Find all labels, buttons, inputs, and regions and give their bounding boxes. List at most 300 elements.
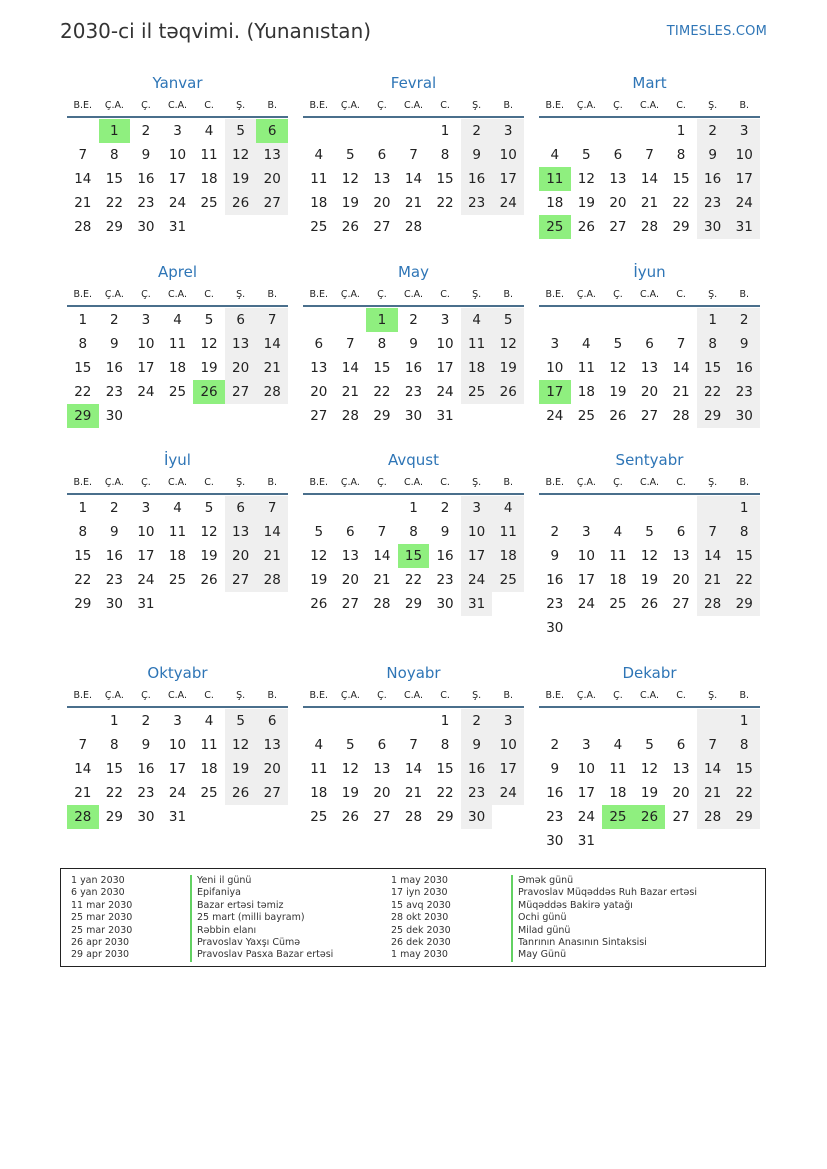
day-cell: 19 <box>577 195 595 211</box>
day-cell: 19 <box>225 757 257 781</box>
weekday-label: C.A. <box>168 477 188 488</box>
day-cell: 4 <box>314 147 324 163</box>
day-cell: 21 <box>404 785 423 801</box>
empty-cell <box>492 805 524 829</box>
day-cell: 10 <box>728 143 760 167</box>
day-cell: 25 <box>200 195 218 211</box>
weekday-label: B. <box>503 477 514 488</box>
weekday-label: B. <box>503 690 514 701</box>
day-cell: 16 <box>461 757 493 781</box>
day-cell: 1 <box>440 123 450 139</box>
day-cell: 14 <box>373 548 391 564</box>
day-cell: 26 <box>225 781 257 805</box>
day-cell: 26 <box>225 191 257 215</box>
day-cell: 19 <box>200 360 218 376</box>
day-cell: 12 <box>200 524 218 540</box>
weekday-label: C.A. <box>168 100 188 111</box>
day-cell: 6 <box>225 308 257 332</box>
empty-cell <box>571 709 603 733</box>
day-cell: 25 <box>539 215 571 239</box>
day-cell: 6 <box>256 119 288 143</box>
day-cell: 19 <box>341 195 359 211</box>
day-cell: 25 <box>577 408 595 424</box>
month-0 <box>67 72 288 239</box>
day-cell: 12 <box>200 336 218 352</box>
weekday-label: Ş. <box>472 289 482 300</box>
weekday-label: Ç. <box>377 100 387 111</box>
weekday-label: Ş. <box>236 289 246 300</box>
day-cell: 22 <box>105 785 123 801</box>
empty-cell <box>539 496 571 520</box>
day-cell: 4 <box>204 713 214 729</box>
weekday-label: Ş. <box>236 100 246 111</box>
day-cell: 5 <box>204 500 214 516</box>
day-cell: 11 <box>461 332 493 356</box>
weekday-label: C.A. <box>640 100 660 111</box>
day-cell: 8 <box>377 336 387 352</box>
weekday-label: C.A. <box>640 477 660 488</box>
day-cell: 20 <box>341 572 359 588</box>
day-cell: 14 <box>404 761 423 777</box>
weekday-label: B.E. <box>73 477 93 488</box>
empty-cell <box>335 308 367 332</box>
day-cell: 26 <box>640 596 659 612</box>
day-cell: 20 <box>256 757 288 781</box>
weekday-header <box>539 283 760 307</box>
day-cell: 10 <box>436 336 454 352</box>
day-cell: 12 <box>609 360 627 376</box>
empty-cell <box>335 119 367 143</box>
day-cell: 24 <box>546 408 564 424</box>
empty-cell <box>697 496 729 520</box>
weekday-label: Ş. <box>472 477 482 488</box>
day-cell: 10 <box>492 733 524 757</box>
holiday-dates-col-2 <box>391 875 451 962</box>
day-cell: 25 <box>168 572 187 588</box>
day-cell: 29 <box>728 592 760 616</box>
day-cell: 25 <box>168 384 187 400</box>
month-3 <box>67 261 288 428</box>
day-cell: 12 <box>640 548 659 564</box>
day-cell: 29 <box>105 809 123 825</box>
empty-cell <box>225 215 257 239</box>
day-cell: 3 <box>173 713 182 729</box>
weekday-header <box>539 471 760 495</box>
empty-cell <box>492 592 524 616</box>
day-cell: 3 <box>728 119 760 143</box>
day-cell: 7 <box>697 733 729 757</box>
month-name: İyun <box>633 263 666 281</box>
empty-cell <box>571 119 603 143</box>
day-cell: 4 <box>461 308 493 332</box>
weekday-label: B. <box>739 477 750 488</box>
day-cell: 30 <box>697 215 729 239</box>
day-cell: 31 <box>577 833 595 849</box>
day-cell: 24 <box>461 568 493 592</box>
empty-cell <box>225 404 257 428</box>
day-cell: 16 <box>546 785 564 801</box>
day-cell: 25 <box>310 809 328 825</box>
day-cell: 17 <box>137 548 155 564</box>
holiday-date: 15 avq 2030 <box>391 899 451 911</box>
weekday-label: Ç.A. <box>104 477 124 488</box>
day-cell: 14 <box>697 544 729 568</box>
weekday-label: C.A. <box>404 477 424 488</box>
day-cell: 28 <box>404 809 423 825</box>
weekday-label: C. <box>440 477 450 488</box>
day-cell: 5 <box>346 737 355 753</box>
month-name: Oktyabr <box>147 664 208 682</box>
day-cell: 24 <box>492 191 524 215</box>
day-cell: 1 <box>110 713 119 729</box>
day-cell: 29 <box>697 404 729 428</box>
day-cell: 16 <box>461 167 493 191</box>
empty-cell <box>539 709 571 733</box>
day-cell: 16 <box>728 356 760 380</box>
day-grid <box>67 709 288 829</box>
month-name: İyul <box>164 451 191 469</box>
day-cell: 10 <box>577 548 595 564</box>
day-cell: 20 <box>225 356 257 380</box>
day-cell: 11 <box>310 761 328 777</box>
day-cell: 8 <box>440 737 450 753</box>
day-cell: 14 <box>256 332 288 356</box>
weekday-label: C.A. <box>640 690 660 701</box>
day-cell: 6 <box>676 737 686 753</box>
day-cell: 7 <box>409 737 418 753</box>
weekday-label: C. <box>204 690 214 701</box>
empty-cell <box>634 709 666 733</box>
day-cell: 15 <box>728 544 760 568</box>
day-cell: 24 <box>168 195 187 211</box>
day-cell: 2 <box>141 713 151 729</box>
day-cell: 14 <box>74 171 92 187</box>
day-cell: 10 <box>168 737 187 753</box>
day-cell: 14 <box>74 761 92 777</box>
day-cell: 1 <box>366 308 398 332</box>
day-cell: 11 <box>168 524 187 540</box>
holiday-date: 11 mar 2030 <box>71 899 133 911</box>
holiday-name: Tanrının Anasının Sintaksisi <box>511 937 697 949</box>
empty-cell <box>697 616 729 640</box>
month-7 <box>303 449 524 616</box>
day-cell: 8 <box>728 520 760 544</box>
day-cell: 6 <box>613 147 623 163</box>
weekday-header <box>67 283 288 307</box>
day-cell: 2 <box>461 709 493 733</box>
day-cell: 10 <box>492 143 524 167</box>
day-cell: 30 <box>461 805 493 829</box>
day-cell: 9 <box>697 143 729 167</box>
weekday-label: Ç.A. <box>104 100 124 111</box>
holiday-date: 28 okt 2030 <box>391 912 449 924</box>
day-cell: 4 <box>173 312 182 328</box>
weekday-label: Ç. <box>141 477 151 488</box>
holiday-date: 6 yan 2030 <box>71 887 125 899</box>
holiday-name: Milad günü <box>511 925 697 937</box>
holiday-name: Epifaniya <box>190 887 333 899</box>
day-cell: 1 <box>728 496 760 520</box>
weekday-label: B. <box>739 289 750 300</box>
day-cell: 4 <box>173 500 182 516</box>
day-cell: 13 <box>310 360 328 376</box>
day-cell: 21 <box>256 544 288 568</box>
empty-cell <box>634 308 666 332</box>
empty-cell <box>571 496 603 520</box>
weekday-label: Ç. <box>613 477 623 488</box>
day-grid <box>67 496 288 616</box>
day-cell: 19 <box>310 572 328 588</box>
day-cell: 17 <box>137 360 155 376</box>
day-cell: 5 <box>582 147 591 163</box>
day-cell: 8 <box>409 524 418 540</box>
day-cell: 27 <box>310 408 328 424</box>
day-cell: 7 <box>409 147 418 163</box>
empty-cell <box>162 404 194 428</box>
day-cell: 2 <box>550 524 560 540</box>
day-cell: 3 <box>492 119 524 143</box>
day-cell: 20 <box>672 785 690 801</box>
weekday-label: C.A. <box>404 289 424 300</box>
day-cell: 18 <box>609 572 627 588</box>
weekday-label: Ç.A. <box>340 477 360 488</box>
day-cell: 15 <box>74 548 92 564</box>
holiday-date: 1 may 2030 <box>391 875 448 886</box>
day-cell: 23 <box>461 781 493 805</box>
day-cell: 16 <box>105 360 123 376</box>
day-cell: 19 <box>609 384 627 400</box>
empty-cell <box>193 592 225 616</box>
weekday-label: Ç. <box>141 690 151 701</box>
day-cell: 30 <box>546 833 564 849</box>
holiday-name: Pravoslav Müqəddəs Ruh Bazar ertəsi <box>511 887 697 899</box>
weekday-label: Ç. <box>613 100 623 111</box>
day-cell: 5 <box>225 709 257 733</box>
weekday-label: Ç.A. <box>104 690 124 701</box>
day-cell: 9 <box>409 336 418 352</box>
day-cell: 1 <box>99 119 131 143</box>
weekday-header <box>67 471 288 495</box>
day-cell: 22 <box>404 572 423 588</box>
day-cell: 24 <box>577 809 595 825</box>
holiday-date: 26 apr 2030 <box>71 936 130 948</box>
weekday-label: B. <box>503 289 514 300</box>
holiday-date: 25 dek 2030 <box>391 924 451 936</box>
day-cell: 14 <box>697 757 729 781</box>
day-cell: 28 <box>256 380 288 404</box>
day-grid <box>539 119 760 239</box>
day-cell: 26 <box>577 219 595 235</box>
day-cell: 5 <box>346 147 355 163</box>
weekday-label: B. <box>267 289 278 300</box>
weekday-label: Ş. <box>708 690 718 701</box>
day-cell: 5 <box>204 312 214 328</box>
holiday-name: Əmək günü <box>511 875 697 887</box>
day-cell: 12 <box>492 332 524 356</box>
day-cell: 19 <box>640 572 659 588</box>
weekday-label: Ç.A. <box>576 100 596 111</box>
day-cell: 24 <box>137 572 155 588</box>
month-8 <box>539 449 760 640</box>
day-cell: 12 <box>577 171 595 187</box>
day-cell: 11 <box>609 761 627 777</box>
day-cell: 23 <box>137 195 155 211</box>
empty-cell <box>665 709 697 733</box>
day-cell: 8 <box>440 147 450 163</box>
weekday-label: Ç. <box>613 289 623 300</box>
day-cell: 17 <box>168 761 187 777</box>
month-5 <box>539 261 760 428</box>
day-cell: 9 <box>550 761 560 777</box>
day-grid <box>303 496 524 616</box>
month-11 <box>539 662 760 853</box>
weekday-label: Ç.A. <box>104 289 124 300</box>
empty-cell <box>634 496 666 520</box>
weekday-label: C. <box>440 289 450 300</box>
day-cell: 7 <box>256 496 288 520</box>
empty-cell <box>225 805 257 829</box>
day-cell: 27 <box>373 219 391 235</box>
day-cell: 5 <box>492 308 524 332</box>
day-cell: 1 <box>440 713 450 729</box>
month-name: Yanvar <box>152 74 203 92</box>
empty-cell <box>193 805 225 829</box>
day-cell: 16 <box>436 548 454 564</box>
day-cell: 16 <box>697 167 729 191</box>
day-cell: 17 <box>461 544 493 568</box>
day-cell: 16 <box>137 761 155 777</box>
weekday-label: B.E. <box>545 100 565 111</box>
day-cell: 29 <box>728 805 760 829</box>
weekday-label: B. <box>739 100 750 111</box>
day-cell: 11 <box>492 520 524 544</box>
weekday-label: C. <box>204 289 214 300</box>
empty-cell <box>697 709 729 733</box>
month-6 <box>67 449 288 616</box>
day-cell: 19 <box>640 785 659 801</box>
day-cell: 31 <box>168 809 187 825</box>
empty-cell <box>366 709 398 733</box>
day-cell: 28 <box>672 408 690 424</box>
day-cell: 12 <box>310 548 328 564</box>
day-cell: 2 <box>110 312 119 328</box>
month-2 <box>539 72 760 239</box>
day-cell: 4 <box>314 737 324 753</box>
day-cell: 3 <box>492 709 524 733</box>
day-cell: 22 <box>74 384 92 400</box>
empty-cell <box>728 829 760 853</box>
day-cell: 26 <box>609 408 627 424</box>
day-cell: 23 <box>105 384 123 400</box>
day-cell: 11 <box>168 336 187 352</box>
day-cell: 24 <box>436 384 454 400</box>
day-cell: 23 <box>728 380 760 404</box>
day-cell: 22 <box>74 572 92 588</box>
day-cell: 16 <box>105 548 123 564</box>
empty-cell <box>303 119 335 143</box>
day-cell: 3 <box>582 737 591 753</box>
day-cell: 23 <box>697 191 729 215</box>
empty-cell <box>665 829 697 853</box>
month-name: Fevral <box>390 74 437 92</box>
day-cell: 2 <box>728 308 760 332</box>
day-cell: 30 <box>105 408 123 424</box>
day-cell: 13 <box>373 171 391 187</box>
day-cell: 9 <box>110 336 119 352</box>
day-cell: 11 <box>539 167 571 191</box>
day-cell: 16 <box>137 171 155 187</box>
day-cell: 2 <box>141 123 151 139</box>
weekday-label: B. <box>503 100 514 111</box>
day-cell: 9 <box>141 737 151 753</box>
holiday-name: Bazar ertəsi təmiz <box>190 900 333 912</box>
holiday-date: 17 iyn 2030 <box>391 887 448 899</box>
day-cell: 13 <box>373 761 391 777</box>
day-cell: 18 <box>546 195 564 211</box>
day-cell: 6 <box>676 524 686 540</box>
empty-cell <box>539 308 571 332</box>
day-cell: 7 <box>645 147 654 163</box>
empty-cell <box>193 215 225 239</box>
day-cell: 15 <box>436 171 454 187</box>
day-cell: 26 <box>310 596 328 612</box>
month-name: Noyabr <box>386 664 441 682</box>
day-cell: 20 <box>672 572 690 588</box>
day-cell: 12 <box>640 761 659 777</box>
holiday-list <box>60 868 766 967</box>
holiday-name: May Günü <box>511 949 697 961</box>
day-cell: 6 <box>377 737 387 753</box>
empty-cell <box>429 215 461 239</box>
empty-cell <box>303 496 335 520</box>
day-cell: 30 <box>404 408 423 424</box>
empty-cell <box>697 829 729 853</box>
day-cell: 8 <box>110 147 119 163</box>
day-cell: 20 <box>310 384 328 400</box>
day-cell: 20 <box>609 195 627 211</box>
day-cell: 18 <box>310 195 328 211</box>
day-cell: 29 <box>105 219 123 235</box>
month-name: May <box>397 263 429 281</box>
day-cell: 9 <box>110 524 119 540</box>
day-cell: 22 <box>436 785 454 801</box>
weekday-label: Ç.A. <box>340 690 360 701</box>
day-cell: 1 <box>78 312 88 328</box>
day-cell: 28 <box>256 568 288 592</box>
day-cell: 20 <box>640 384 659 400</box>
day-grid <box>303 119 524 239</box>
day-cell: 23 <box>546 809 564 825</box>
day-cell: 17 <box>168 171 187 187</box>
day-cell: 27 <box>341 596 359 612</box>
holiday-date: 25 mar 2030 <box>71 924 133 936</box>
weekday-label: C. <box>204 477 214 488</box>
empty-cell <box>366 119 398 143</box>
day-cell: 4 <box>613 524 623 540</box>
day-cell: 17 <box>539 380 571 404</box>
holiday-date: 26 dek 2030 <box>391 936 451 948</box>
weekday-label: B.E. <box>73 289 93 300</box>
day-cell: 10 <box>168 147 187 163</box>
weekday-label: B.E. <box>73 100 93 111</box>
brand-link[interactable]: TIMESLES.COM <box>666 24 767 39</box>
day-cell: 28 <box>640 219 659 235</box>
empty-cell <box>398 119 430 143</box>
day-cell: 17 <box>577 572 595 588</box>
empty-cell <box>539 119 571 143</box>
day-cell: 24 <box>492 781 524 805</box>
holiday-name: Rəbbin elanı <box>190 925 333 937</box>
